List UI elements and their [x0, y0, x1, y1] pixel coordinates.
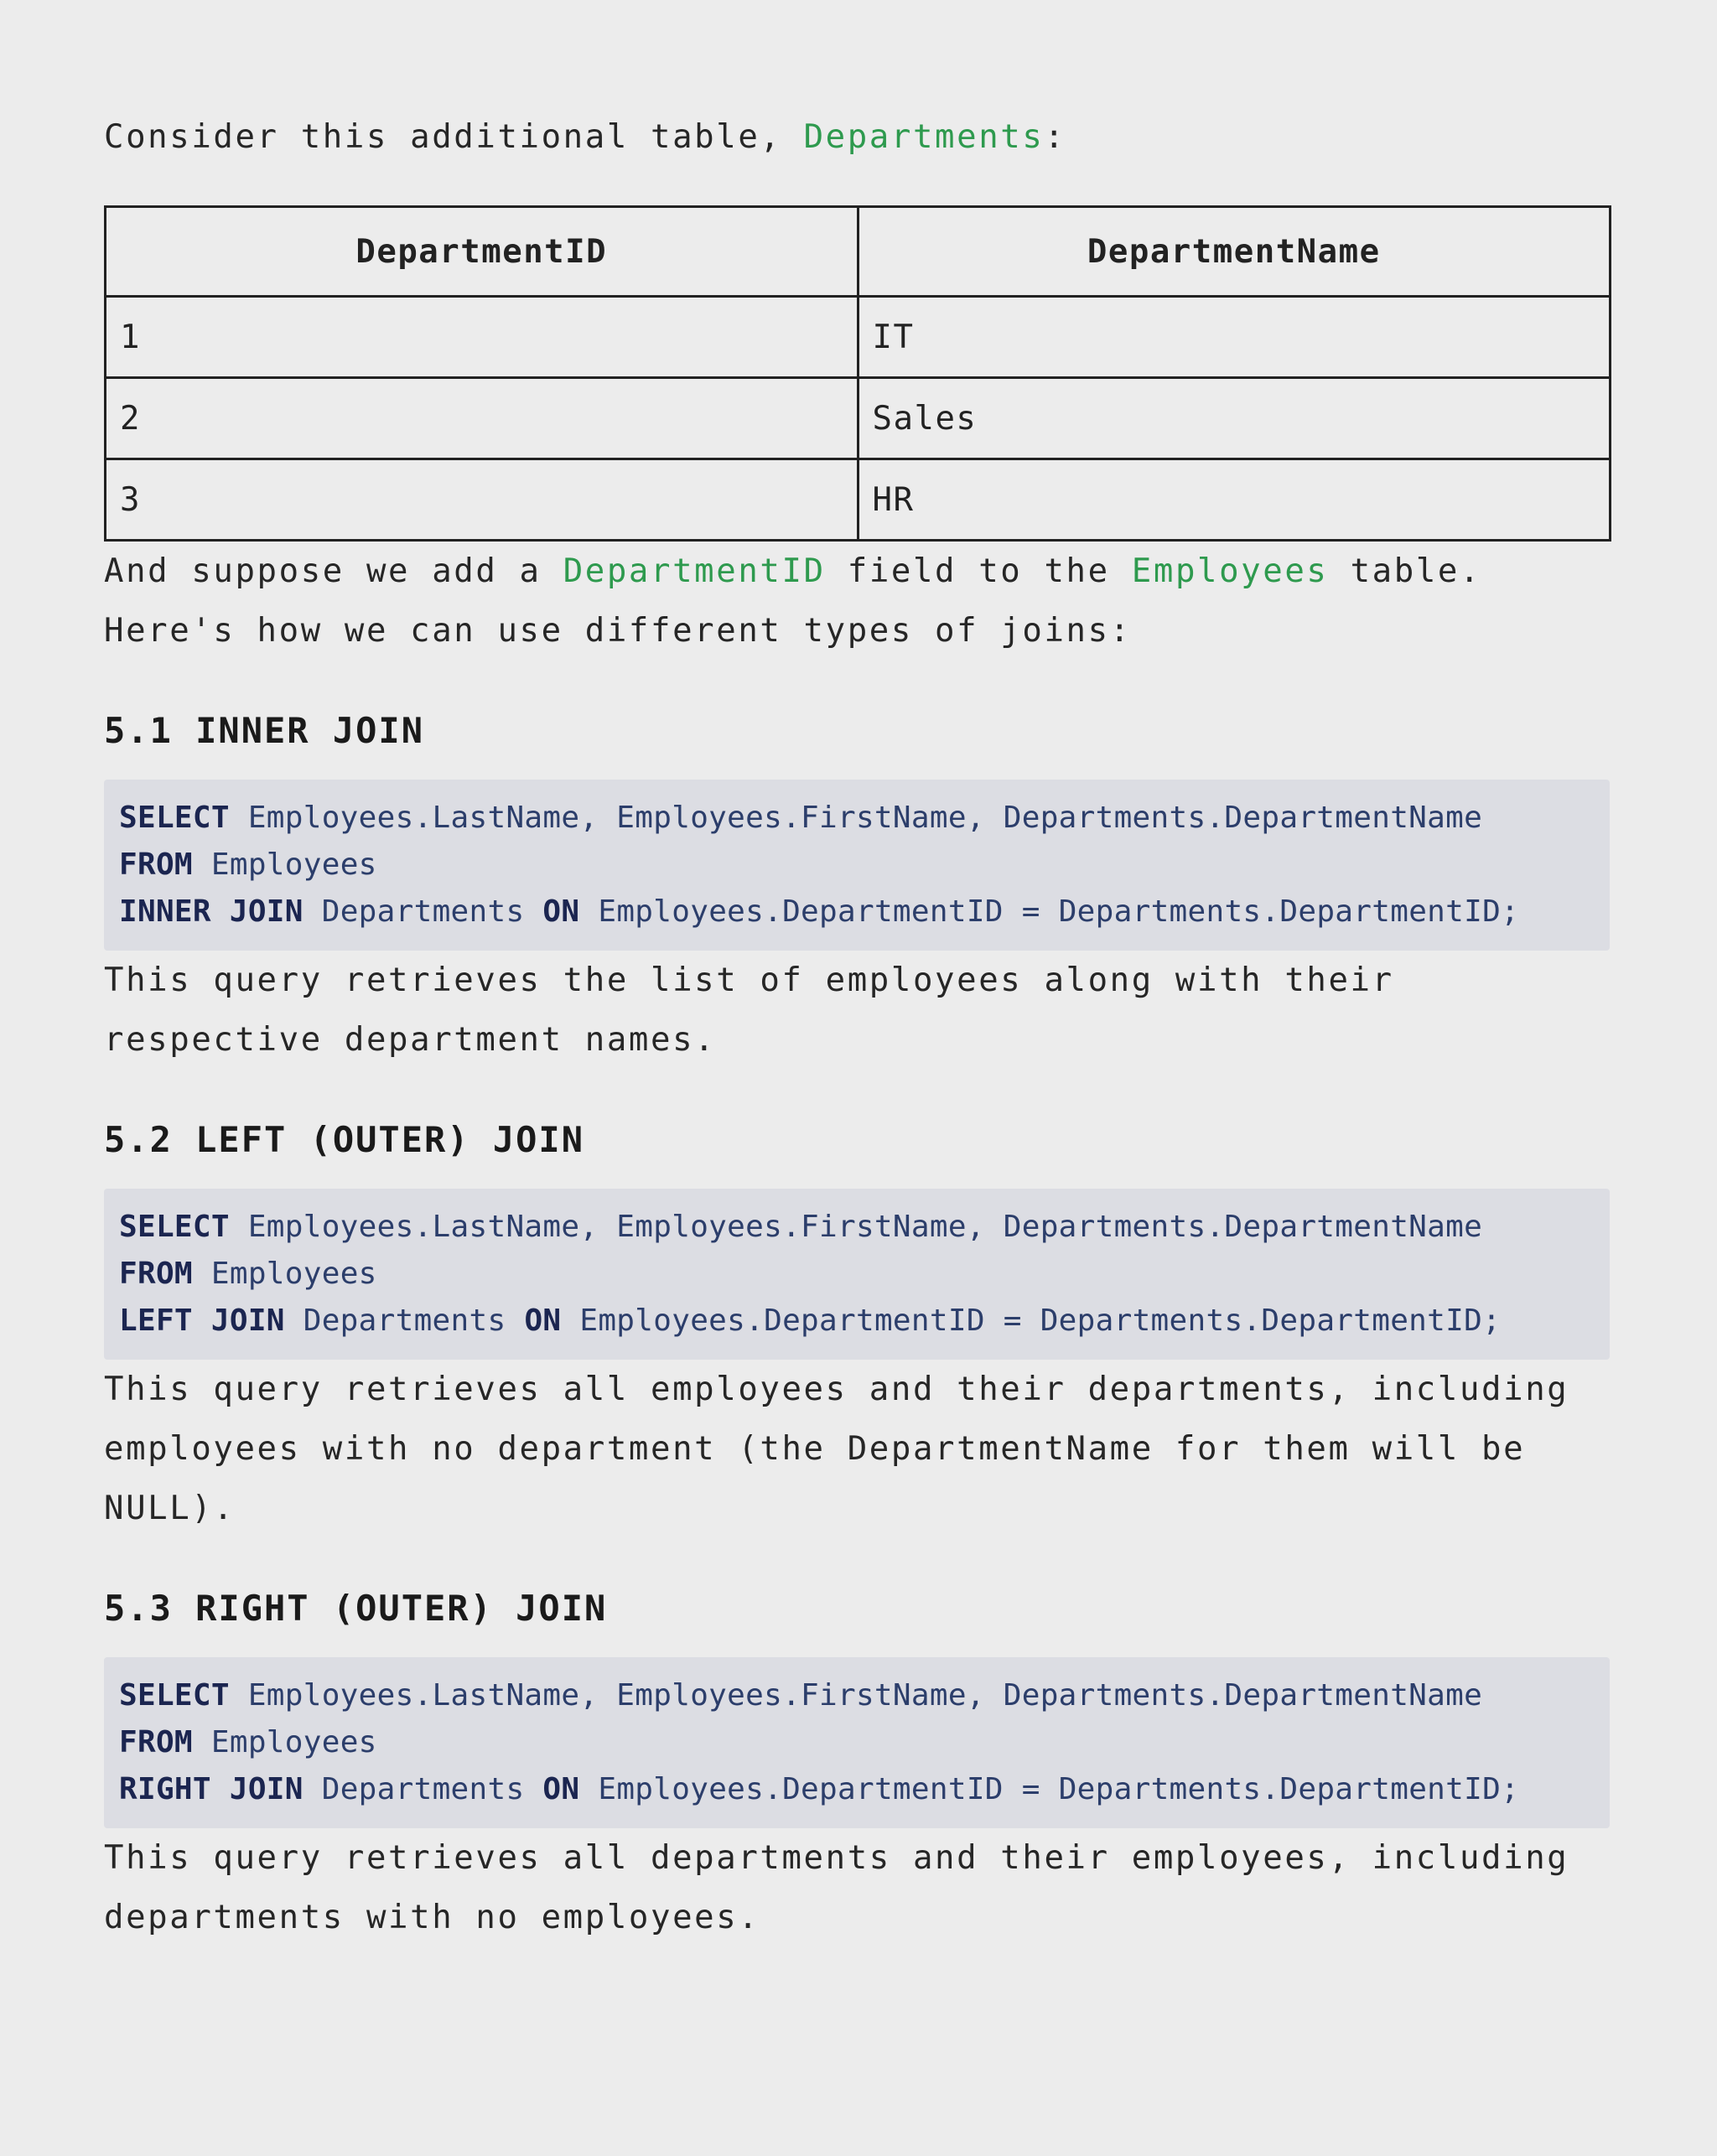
- code-text: Employees.LastName, Employees.FirstName, Departments.DepartmentName: [229, 801, 1483, 835]
- code-keyword: FROM: [119, 847, 193, 882]
- table-header-cell: DepartmentID: [106, 207, 858, 297]
- document-content: [104, 107, 1610, 1947]
- table-cell-department-name: Sales: [858, 378, 1611, 459]
- intro-table-name: Departments: [803, 118, 1045, 156]
- code-keyword: SELECT: [119, 1678, 230, 1713]
- table-header-row: [106, 207, 1611, 297]
- code-text: Employees.DepartmentID = Departments.DepartmentID;: [579, 894, 1520, 929]
- code-keyword: INNER JOIN: [119, 894, 303, 929]
- intro2-table: Employees: [1131, 552, 1329, 590]
- table-cell-department-id: 3: [106, 459, 858, 541]
- table-cell-department-name: HR: [858, 459, 1611, 541]
- code-text: Employees: [192, 1257, 377, 1291]
- joins-intro-paragraph: [104, 542, 1610, 661]
- code-keyword: ON: [542, 1772, 580, 1806]
- code-keyword: FROM: [119, 1257, 193, 1291]
- section-description: This query retrieves all employees and their departments, including employees with no department (the DepartmentName for them will be NULL).: [104, 1371, 1569, 1527]
- code-block-left-join: [104, 1189, 1610, 1360]
- table-row: [106, 297, 1611, 378]
- code-text: Employees.DepartmentID = Departments.DepartmentID;: [561, 1303, 1502, 1338]
- code-keyword: ON: [542, 894, 580, 929]
- code-text: Employees: [192, 847, 377, 882]
- code-block-inner-join: [104, 780, 1610, 951]
- intro2-part3: table. Here's how we can use different types of joins:: [104, 552, 1482, 650]
- table-cell-department-id: 1: [106, 297, 858, 378]
- code-keyword: LEFT JOIN: [119, 1303, 285, 1338]
- code-text: Employees: [192, 1725, 377, 1760]
- code-keyword: SELECT: [119, 801, 230, 835]
- intro2-field: DepartmentID: [563, 552, 826, 590]
- code-text: Employees.DepartmentID = Departments.DepartmentID;: [579, 1772, 1520, 1806]
- table-row: [106, 378, 1611, 459]
- departments-table: [104, 205, 1611, 542]
- intro-paragraph: [104, 107, 1610, 167]
- code-text: Employees.LastName, Employees.FirstName, Departments.DepartmentName: [229, 1210, 1483, 1244]
- intro-suffix: :: [1044, 118, 1066, 156]
- table-cell-department-id: 2: [106, 378, 858, 459]
- section-description: This query retrieves the list of employees along with their respective department names.: [104, 961, 1394, 1059]
- section-description: This query retrieves all departments and their employees, including departments with no employees.: [104, 1839, 1569, 1936]
- section-heading-right-join: 5.3 RIGHT (OUTER) JOIN: [104, 1588, 608, 1629]
- code-block-right-join: [104, 1657, 1610, 1828]
- section-heading-inner-join: 5.1 INNER JOIN: [104, 710, 425, 751]
- code-text: Departments: [284, 1303, 525, 1338]
- code-keyword: ON: [524, 1303, 562, 1338]
- intro2-part1: And suppose we add a: [104, 552, 563, 590]
- code-keyword: FROM: [119, 1725, 193, 1760]
- code-keyword: SELECT: [119, 1210, 230, 1244]
- code-text: Employees.LastName, Employees.FirstName, Departments.DepartmentName: [229, 1678, 1483, 1713]
- code-text: Departments: [303, 894, 543, 929]
- table-cell-department-name: IT: [858, 297, 1611, 378]
- code-keyword: RIGHT JOIN: [119, 1772, 303, 1806]
- table-header-cell: DepartmentName: [858, 207, 1611, 297]
- intro-prefix: Consider this additional table,: [104, 118, 804, 156]
- table-row: [106, 459, 1611, 541]
- section-heading-left-join: 5.2 LEFT (OUTER) JOIN: [104, 1119, 585, 1160]
- intro2-part2: field to the: [825, 552, 1132, 590]
- code-text: Departments: [303, 1772, 543, 1806]
